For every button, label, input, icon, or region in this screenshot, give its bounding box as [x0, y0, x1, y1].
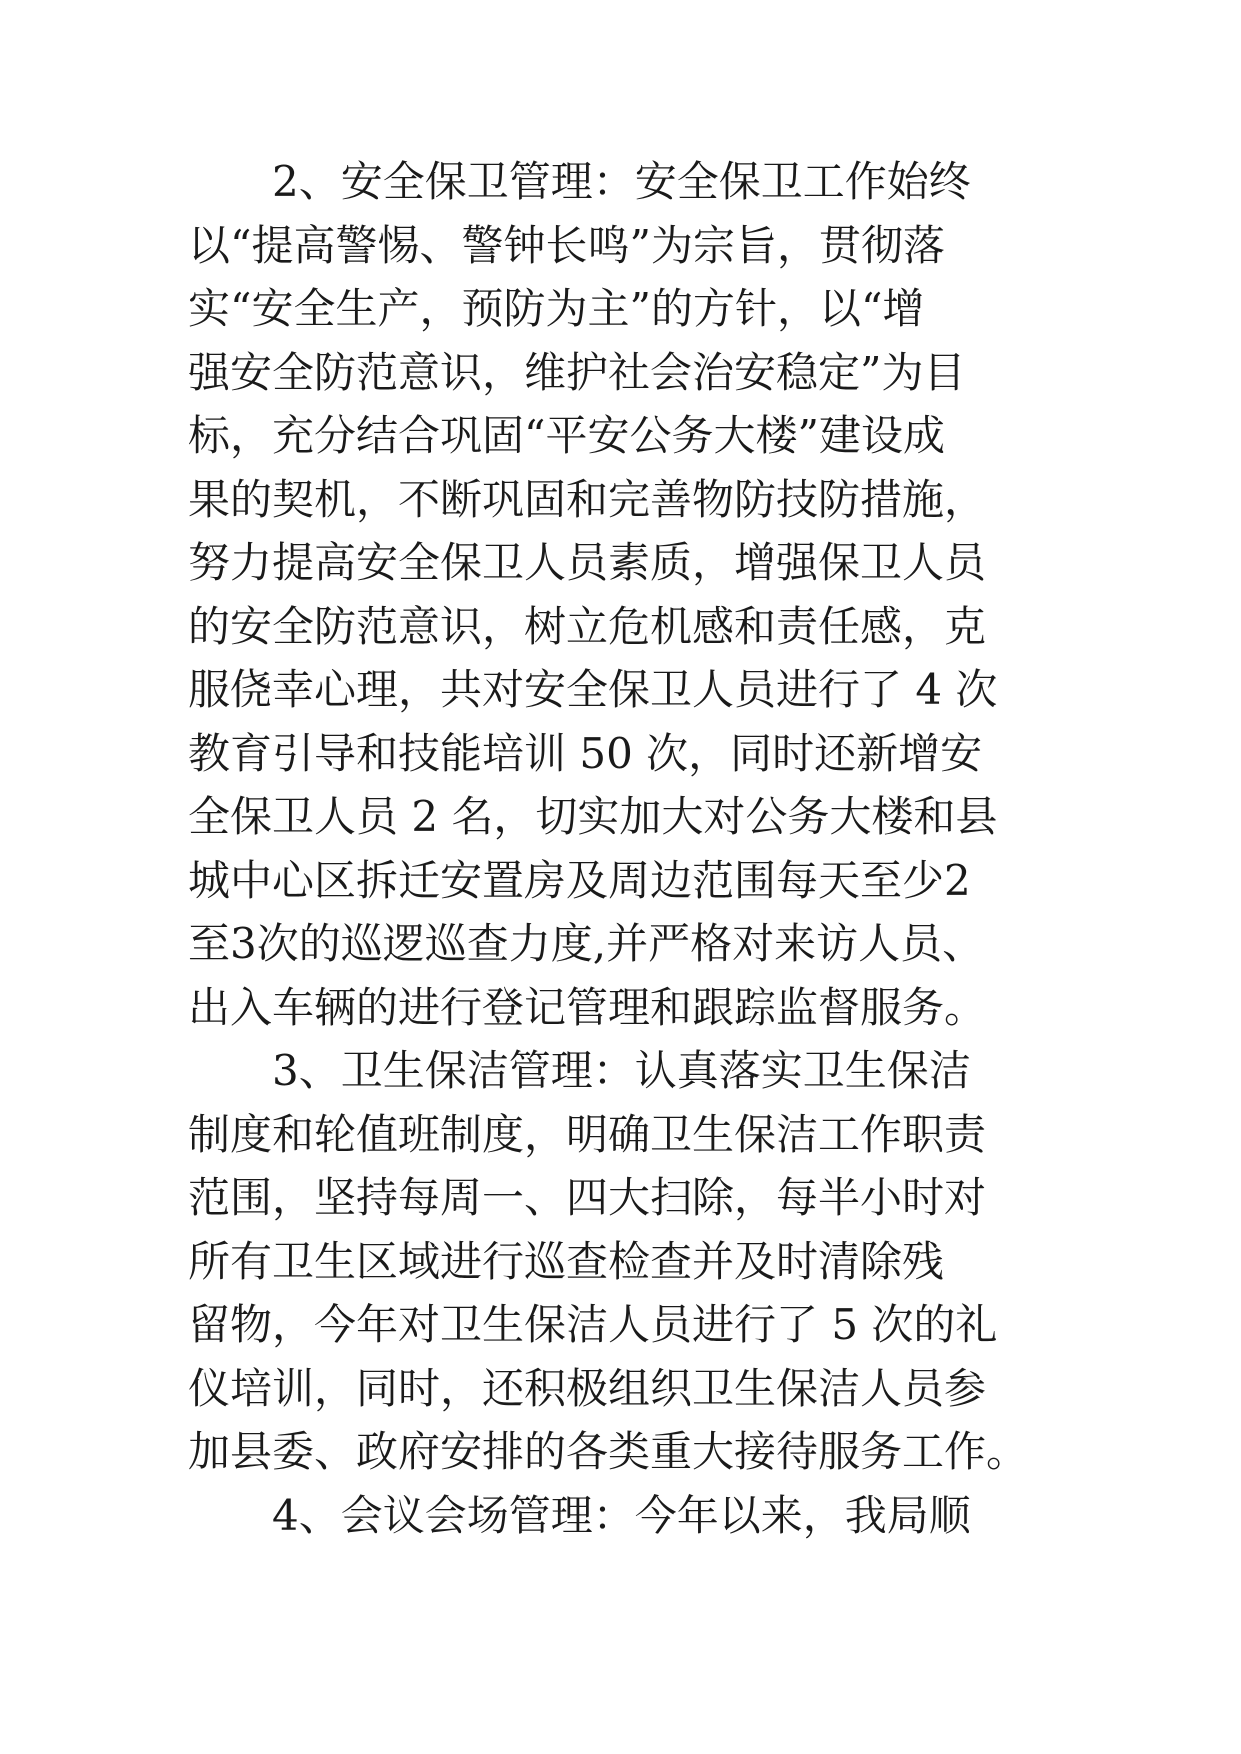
text-line: 仪培训，同时，还积极组织卫生保洁人员参: [188, 1363, 987, 1413]
text-line: 教育引导和技能培训 50 次，同时还新增安: [188, 728, 983, 778]
text-line: 实“安全生产，预防为主”的方针，以“增: [188, 284, 925, 333]
text-line: 制度和轮值班制度，明确卫生保洁工作职责: [188, 1109, 987, 1159]
text-line: 加县委、政府安排的各类重大接待服务工作。: [188, 1427, 1029, 1476]
text-line: 城中心区拆迁安置房及周边范围每天至少2: [188, 855, 971, 905]
text-line: 全保卫人员 2 名，切实加大对公务大楼和县: [188, 792, 998, 841]
text-line: 以“提高警惕、警钟长鸣”为宗旨，贯彻落: [188, 220, 945, 270]
text-line: 服侥幸心理，共对安全保卫人员进行了 4 次: [188, 665, 998, 714]
text-line: 范围，坚持每周一、四大扫除，每半小时对: [188, 1173, 987, 1222]
text-line: 强安全防范意识，维护社会治安稳定”为目: [188, 347, 966, 397]
text-line: 努力提高安全保卫人员素质，增强保卫人员: [188, 538, 987, 587]
text-line: 3、卫生保洁管理：认真落实卫生保洁: [188, 1046, 971, 1095]
text-line: 所有卫生区域进行巡查检查并及时清除残: [188, 1236, 945, 1286]
text-line: 果的契机，不断巩固和完善物防技防措施，: [188, 474, 987, 524]
text-line: 出入车辆的进行登记管理和跟踪监督服务。: [188, 982, 987, 1032]
text-line: 2、安全保卫管理：安全保卫工作始终: [188, 157, 971, 206]
text-line: 4、会议会场管理：今年以来，我局顺: [188, 1490, 971, 1540]
text-line: 的安全防范意识，树立危机感和责任感，克: [188, 601, 987, 651]
text-line: 标，充分结合巩固“平安公务大楼”建设成: [188, 411, 945, 460]
body-text: [188, 150, 1068, 1547]
text-line: 至3次的巡逻巡查力度,并严格对来访人员、: [188, 919, 985, 968]
text-line: 留物，今年对卫生保洁人员进行了 5 次的礼: [188, 1300, 998, 1349]
